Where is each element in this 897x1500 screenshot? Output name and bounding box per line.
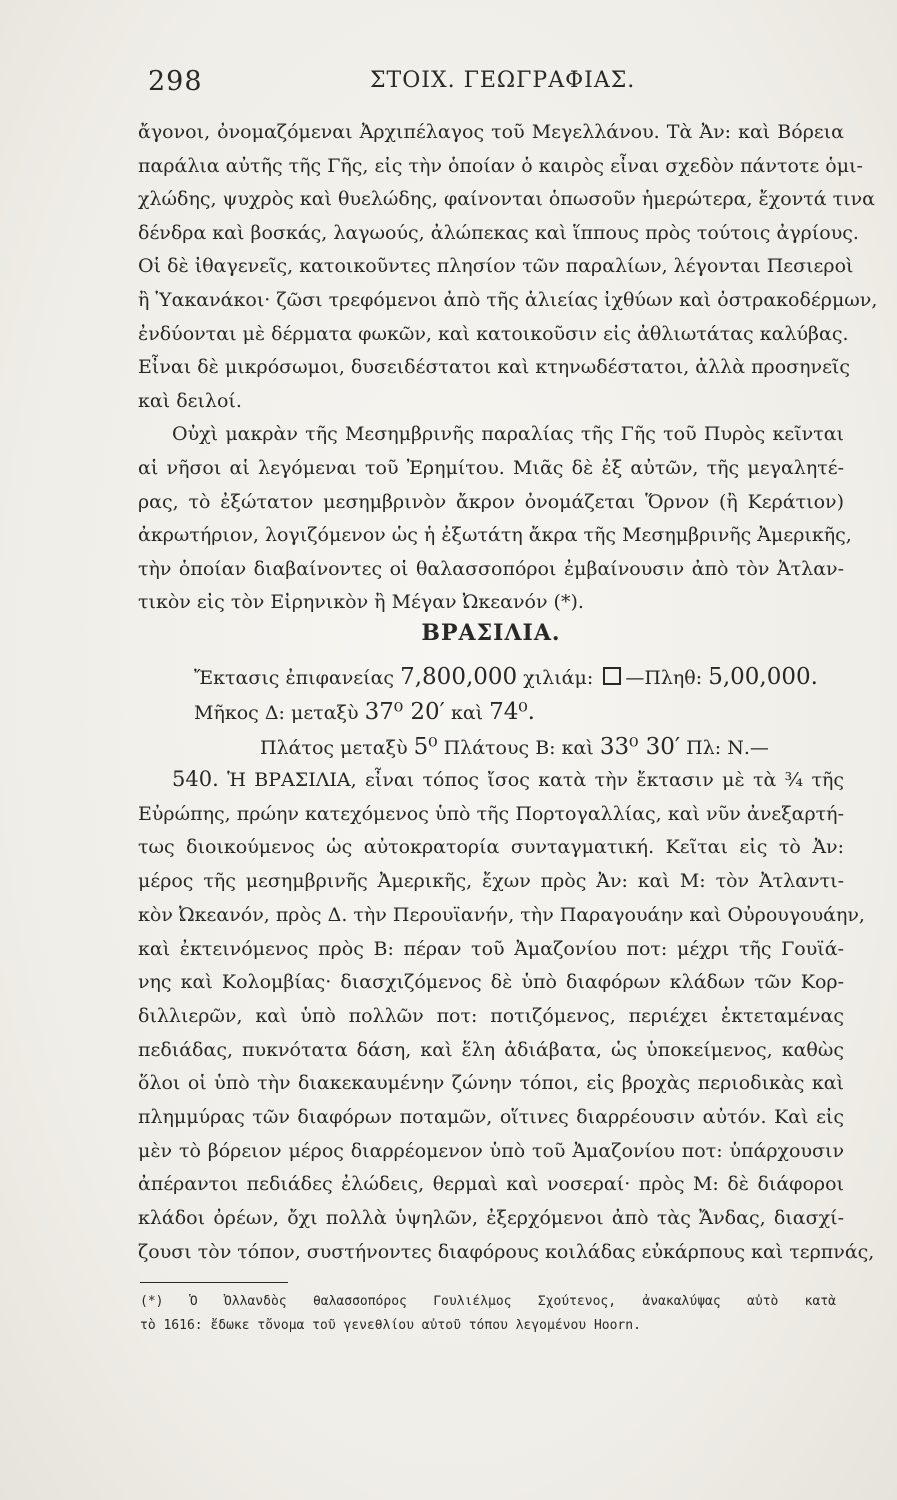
text-line: τικὸν εἰς τὸν Εἰρηνικὸν ἢ Μέγαν Ὠκεανόν (*).: [138, 591, 584, 614]
page-header: [140, 66, 840, 102]
area-unit: χιλιάμ:: [523, 667, 594, 689]
text-line: ἀκρωτήριον, λογιζόμενον ὡς ἡ ἐξωτάτη ἄκρα τῆς Μεσημβρινῆς Ἀμερικῆς,: [138, 524, 852, 547]
text-line: ζουσι τὸν τόπον, συστήνοντες διαφόρους κοιλάδας εὐκάρπους καὶ τερπνάς,: [138, 1240, 875, 1263]
text-line: μὲν τὸ βόρειον μέρος διαρρέομενον ὑπὸ τοῦ Ἀμαζονίου ποτ: ὑπάρχουσιν: [138, 1139, 844, 1162]
latitude-from: 5⁰: [413, 734, 438, 760]
latitude-label: Πλάτος μεταξὺ: [260, 737, 408, 759]
population-value: 5,00,000.: [708, 664, 818, 690]
latitude-to: 33⁰ 30′: [599, 734, 681, 760]
paragraph-tierra-del-fuego: [138, 116, 878, 620]
text-line: κλάδοι ὀρέων, ὄχι πολλὰ ὑψηλῶν, ἐξερχόμενοι ἀπὸ τὰς Ἄνδας, διασχί-: [138, 1207, 844, 1230]
longitude-from: 37⁰ 20′: [364, 699, 445, 725]
area-population-line: [138, 660, 844, 695]
text-line: ρας, τὸ ἐξώτατον μεσημβρινὸν ἄκρον ὀνομάζεται Ὅρνον (ἢ Κεράτιον): [138, 490, 844, 513]
text-line: Οἱ δὲ ἰθαγενεῖς, κατοικοῦντες πλησίον τῶν παραλίων, λέγονται Πεσιεροὶ: [138, 255, 854, 278]
page-number: 298: [148, 66, 203, 97]
text-line: τὴν ὁποίαν διαβαίνοντες οἱ θαλασσοπόροι ἐμβαίνουσιν ἀπὸ τὸν Ἀτλαν-: [138, 557, 844, 580]
text-line: Εἶναι δὲ μικρόσωμοι, δυσειδέστατοι καὶ κτηνωδέστατοι, ἀλλὰ προσηνεῖς: [138, 356, 851, 379]
text-line: νης καὶ Κολομβίας· διασχιζόμενος δὲ ὑπὸ διαφόρων κλάδων τῶν Κορ-: [138, 971, 844, 994]
text-line: αἱ νῆσοι αἱ λεγόμεναι τοῦ Ἐρημίτου. Μιᾶς δὲ ἐξ αὐτῶν, τῆς μεγαλητέ-: [138, 456, 844, 479]
text-line: χλώδης, ψυχρὸς καὶ θυελώδης, φαίνονται ὁπωσοῦν ἡμερώτερα, ἔχοντά τινα: [138, 188, 875, 211]
text-line: κὸν Ὠκεανόν, πρὸς Δ. τὴν Περουϊανήν, τὴν Παραγουάην καὶ Οὐρουγουάην,: [138, 903, 865, 926]
square-symbol-icon: [603, 667, 621, 685]
longitude-label: Μῆκος Δ: μεταξὺ: [194, 702, 359, 724]
section-title: ΒΡΑΣΙΛΙΑ.: [421, 620, 561, 646]
running-head: ΣΤΟΙΧ. ΓΕΩΓΡΑΦΙΑΣ.: [370, 68, 636, 93]
longitude-to: 74⁰.: [489, 699, 535, 725]
population-label: —Πληθ:: [625, 667, 703, 689]
text-line: ἢ Ὑακανάκοι· ζῶσι τρεφόμενοι ἀπὸ τῆς ἁλιείας ἰχθύων καὶ ὀστρακοδέρμων,: [138, 288, 878, 311]
latitude-mid: Πλάτους Β: καὶ: [443, 737, 594, 759]
text-line: παράλια αὐτῆς τῆς Γῆς, εἰς τὴν ὁποίαν ὁ καιρὸς εἶναι σχεδὸν πάντοτε ὁμι-: [138, 154, 863, 177]
text-line: δένδρα καὶ βοσκάς, λαγωούς, ἀλώπεκας καὶ ἵππους πρὸς τούτοις ἀγρίους.: [138, 221, 859, 244]
text-line: τως διοικούμενος ὡς αὐτοκρατορία συνταγματική. Κεῖται εἰς τὸ Ἀν:: [138, 836, 844, 859]
text-line: μέρος τῆς μεσημβρινῆς Ἀμερικῆς, ἔχων πρὸς Ἀν: καὶ Μ: τὸν Ἀτλαντι-: [138, 870, 844, 893]
longitude-and: καὶ: [450, 702, 484, 724]
text-line: ἐνδύονται μὲ δέρματα φωκῶν, καὶ κατοικοῦσιν εἰς ἀθλιωτάτας καλύβας.: [138, 322, 849, 345]
area-label: Ἔκτασις ἐπιφανείας: [194, 667, 395, 689]
latitude-line: [138, 730, 844, 765]
text-line: ὅλοι οἱ ὑπὸ τὴν διακεκαυμένην ζώνην τόποι, εἰς βροχὰς περιοδικὰς καὶ: [138, 1072, 844, 1095]
footnote-line: τὸ 1616: ἔδωκε τὄνομα τοῦ γενεθλίου αὐτοῦ τόπου λεγομένου Hoorn.: [140, 1318, 641, 1333]
longitude-line: [138, 695, 844, 730]
latitude-end: Πλ: Ν.—: [686, 737, 769, 759]
paragraph-number: 540.: [172, 767, 219, 791]
text-line: Οὐχὶ μακρὰν τῆς Μεσημβρινῆς παραλίας τῆς Γῆς τοῦ Πυρὸς κεῖνται: [172, 423, 844, 446]
footnote: [140, 1290, 836, 1338]
text-line: πλημμύρας τῶν διαφόρων ποταμῶν, οἵτινες διαρρέουσιν αὐτόν. Καὶ εἰς: [138, 1106, 844, 1129]
area-value: 7,800,000: [400, 664, 518, 690]
text-line-content: Ἡ ΒΡΑΣΙΛΙΑ, εἶναι τόπος ἴσος κατὰ τὴν ἔκτασιν μὲ τὰ ¾ τῆς: [227, 769, 844, 791]
footnote-divider: [140, 1282, 288, 1283]
text-line: διλλιερῶν, καὶ ὑπὸ πολλῶν ποτ: ποτιζόμενος, περιέχει ἐκτεταμένας: [138, 1004, 844, 1027]
text-line: πεδιάδας, πυκνότατα δάση, καὶ ἕλη ἀδιάβατα, ὡς ὑποκείμενος, καθὼς: [138, 1038, 844, 1061]
text-line: [138, 763, 844, 798]
text-line: Εὐρώπης, πρώην κατεχόμενος ὑπὸ τῆς Πορτογαλλίας, καὶ νῦν ἀνεξαρτή-: [138, 802, 844, 825]
text-line: καὶ ἐκτεινόμενος πρὸς Β: πέραν τοῦ Ἀμαζονίου ποτ: μέχρι τῆς Γουϊά-: [138, 937, 844, 960]
text-line: ἄγονοι, ὀνομαζόμεναι Ἀρχιπέλαγος τοῦ Μεγελλάνου. Τὰ Ἀν: καὶ Βόρεια: [138, 121, 844, 143]
text-line: ἀπέραντοι πεδιάδες ἐλώδεις, θερμαὶ καὶ νοσεραί· πρὸς Μ: δὲ διάφοροι: [138, 1173, 844, 1196]
paragraph-540: [138, 763, 875, 1270]
text-line: καὶ δειλοί.: [138, 389, 242, 412]
footnote-line: (*) Ὁ Ὀλλανδὸς θαλασσοπόρος Γουλιέλμος Σχούτενος, ἀνακαλύψας αὐτὸ κατὰ: [140, 1294, 836, 1309]
statistics-block: [138, 660, 844, 765]
